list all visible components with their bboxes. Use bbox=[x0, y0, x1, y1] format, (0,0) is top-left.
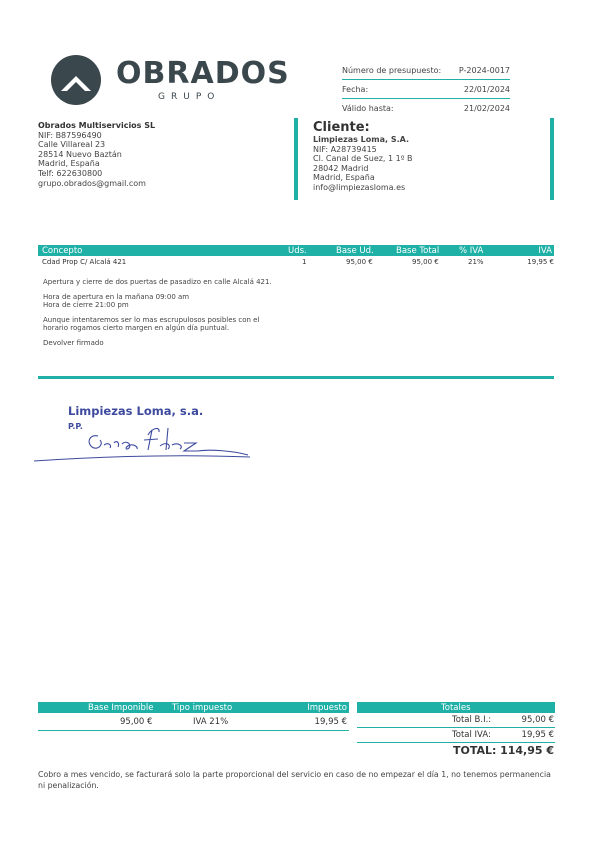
items-divider bbox=[38, 376, 554, 379]
issuer-block bbox=[38, 121, 155, 188]
tax-base-value: 95,00 € bbox=[120, 717, 153, 727]
client-name: Limpiezas Loma, S.A. bbox=[313, 135, 410, 144]
issuer-city: 28514 Nuevo Baztán bbox=[38, 149, 122, 159]
table-row bbox=[38, 716, 349, 728]
grand-total-row bbox=[357, 742, 555, 758]
total-bi-label: Total B.I.: bbox=[452, 715, 492, 725]
client-address: Cl. Canal de Suez, 1 1º B bbox=[313, 154, 413, 164]
logo-subtitle: GRUPO bbox=[158, 92, 221, 102]
col-base-imponible: Base Imponible bbox=[88, 703, 154, 713]
issuer-address: Calle Villareal 23 bbox=[38, 140, 106, 150]
row-iva: 19,95 € bbox=[527, 258, 554, 266]
client-city: 28042 Madrid bbox=[313, 163, 369, 173]
issuer-nif: NIF: B87596490 bbox=[38, 130, 102, 140]
desc-line: Devolver firmado bbox=[43, 338, 104, 347]
total-iva-value: 19,95 € bbox=[521, 730, 554, 740]
client-region: Madrid, España bbox=[313, 173, 375, 183]
row-concepto: Cdad Prop C/ Alcalá 421 bbox=[42, 258, 127, 266]
budget-meta bbox=[342, 61, 510, 117]
desc-line: Hora de apertura en la mañana 09:00 am Hora de cierre 21:00 pm bbox=[43, 292, 190, 310]
issuer-region: Madrid, España bbox=[38, 159, 100, 169]
logo-mark-icon bbox=[50, 54, 102, 106]
client-bar-right bbox=[550, 118, 554, 200]
col-iva: IVA bbox=[538, 246, 552, 256]
col-base-total: Base Total bbox=[396, 246, 440, 256]
col-tipo-impuesto: Tipo impuesto bbox=[172, 703, 233, 713]
issuer-name: Obrados Multiservicios SL bbox=[38, 121, 156, 130]
tax-table-header bbox=[38, 702, 349, 713]
table-row bbox=[38, 257, 554, 267]
row-uds: 1 bbox=[302, 258, 307, 266]
client-email: info@limpiezasloma.es bbox=[313, 182, 406, 192]
item-description bbox=[43, 278, 283, 354]
row-base-total: 95,00 € bbox=[412, 258, 439, 266]
signature-image bbox=[34, 398, 264, 468]
total-iva-row bbox=[357, 728, 555, 743]
total-bi-row bbox=[357, 713, 555, 728]
totals-header: Totales bbox=[357, 702, 555, 713]
total-bi-value: 95,00 € bbox=[521, 715, 554, 725]
grand-total-value: 114,95 € bbox=[500, 744, 554, 757]
col-concepto: Concepto bbox=[42, 246, 83, 256]
meta-row-number: Número de presupuesto: P-2024-0017 bbox=[342, 61, 510, 80]
svg-text:Limpiezas Loma, s.a.: Limpiezas Loma, s.a. bbox=[68, 404, 204, 418]
meta-row-valid: Válido hasta: 21/02/2024 bbox=[342, 103, 510, 113]
issuer-email: grupo.obrados@gmail.com bbox=[38, 178, 146, 188]
svg-text:P.P.: P.P. bbox=[68, 422, 83, 431]
col-base-ud: Base Ud. bbox=[336, 246, 374, 256]
meta-row-date: Fecha: 22/01/2024 bbox=[342, 80, 510, 99]
payment-terms: Cobro a mes vencido, se facturará solo la parte proporcional del servicio en caso de no empezar el día 1, no tenemos permanencia ni penalización. bbox=[38, 770, 551, 790]
signature-stamp bbox=[34, 398, 264, 468]
total-iva-label: Total IVA: bbox=[452, 730, 491, 740]
grand-total-label: TOTAL: bbox=[453, 744, 497, 757]
tax-divider bbox=[38, 730, 349, 731]
desc-line: Aunque intentaremos ser lo mas escrupulosos posibles con el horario rogamos cierto margen en algún día puntual. bbox=[43, 315, 260, 333]
issuer-phone: Telf: 622630800 bbox=[38, 168, 103, 178]
client-title: Cliente: bbox=[313, 120, 370, 135]
col-impuesto: Impuesto bbox=[307, 703, 347, 713]
logo-wordmark: OBRADOS bbox=[116, 56, 290, 91]
client-nif: NIF: A28739415 bbox=[313, 144, 377, 154]
row-pct-iva: 21% bbox=[468, 258, 484, 266]
row-base-ud: 95,00 € bbox=[346, 258, 373, 266]
tax-type-value: IVA 21% bbox=[193, 717, 229, 727]
desc-line: Apertura y cierre de dos puertas de pasadizo en calle Alcalá 421. bbox=[43, 278, 272, 286]
tax-amount-value: 19,95 € bbox=[314, 717, 347, 727]
company-logo bbox=[50, 54, 290, 106]
col-pct-iva: % IVA bbox=[459, 246, 484, 256]
col-uds: Uds. bbox=[288, 246, 307, 256]
items-table-header bbox=[38, 245, 554, 256]
client-block bbox=[294, 118, 554, 200]
client-bar-left bbox=[294, 118, 298, 200]
